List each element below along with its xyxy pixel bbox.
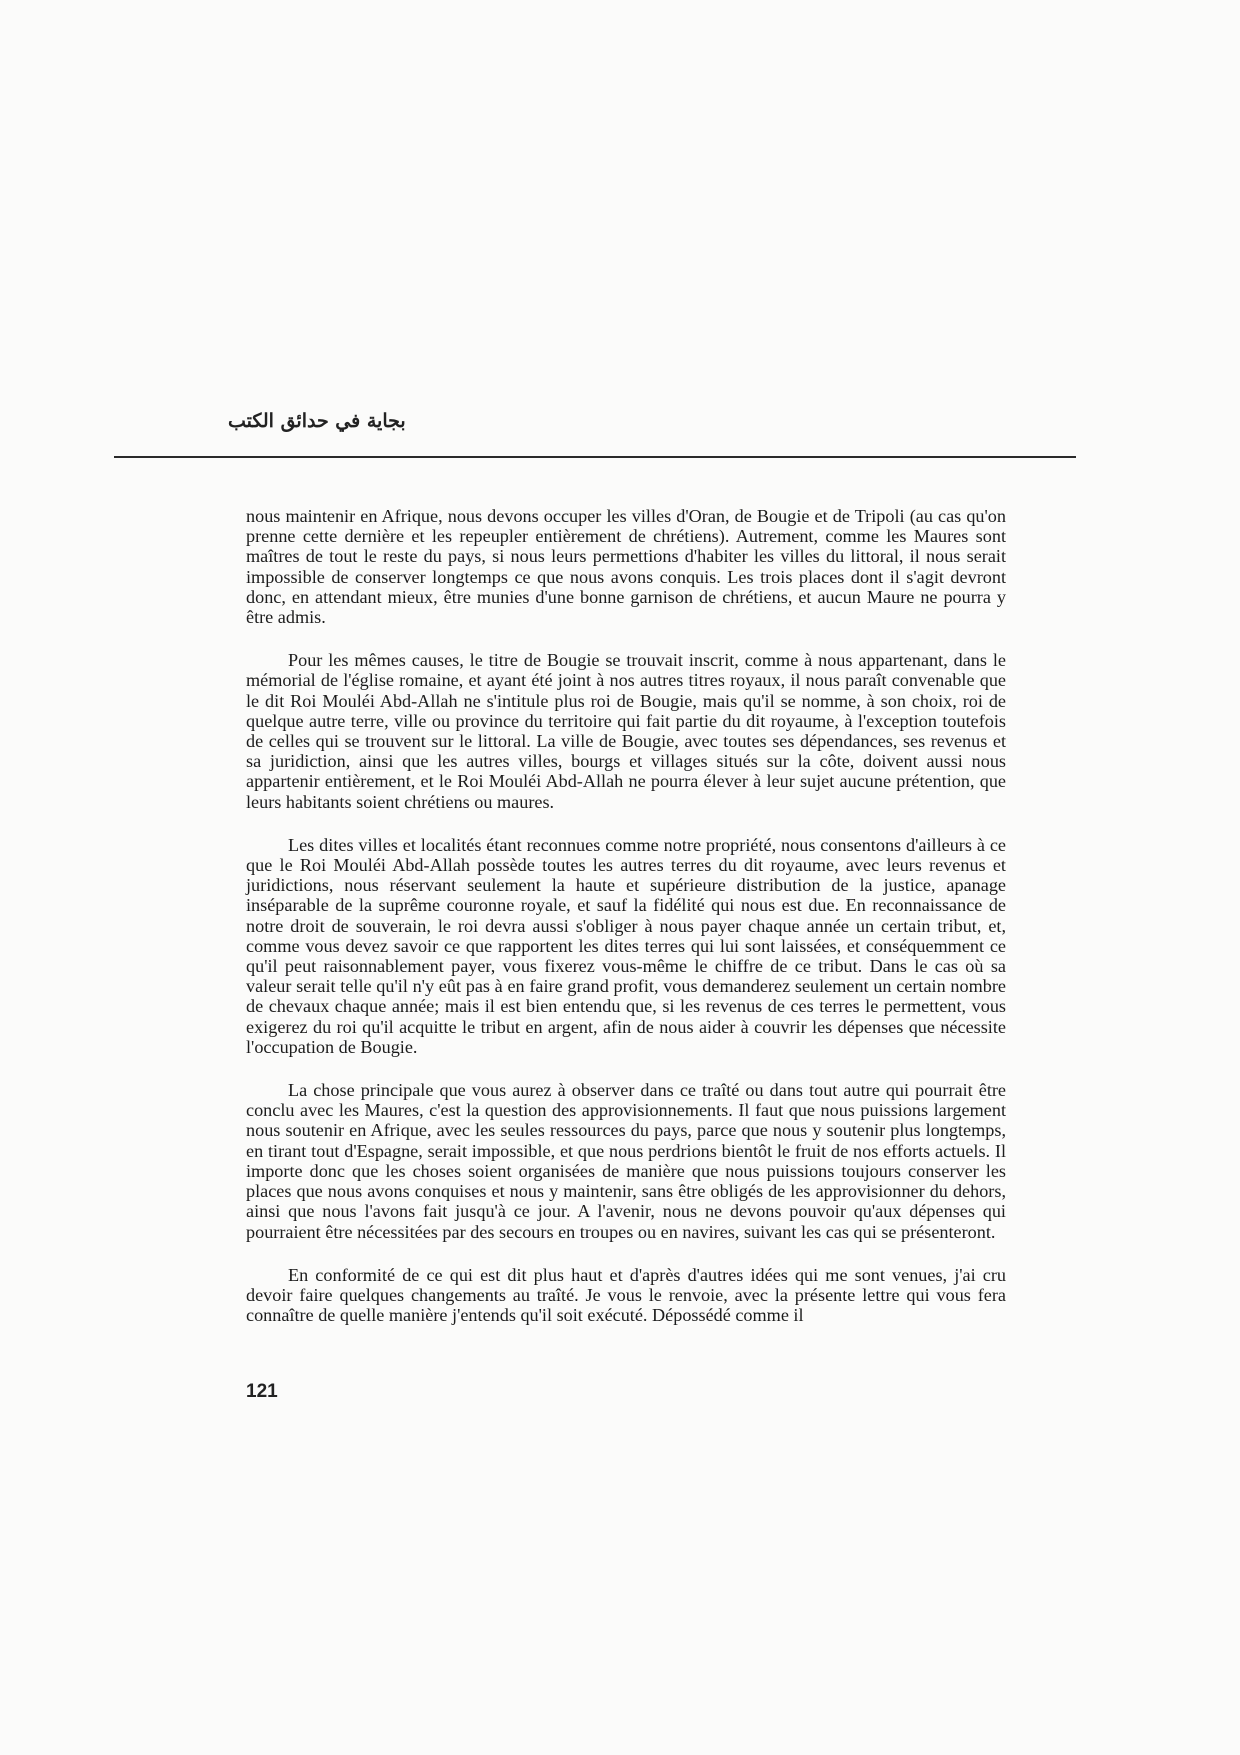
header-rule bbox=[114, 456, 1076, 458]
paragraph: Pour les mêmes causes, le titre de Bougie se trouvait inscrit, comme à nous appartenant, dans le mémorial de l'église romaine, et ayant été joint à nos autres titres royaux, il nous paraît convenable que le dit Roi Mouléi Abd-Allah ne s'intitule plus roi de Bougie, mais qu'il se nomme, à son choix, roi de quelque autre terre, ville ou province du territoire qui fait partie du dit royaume, à l'exception toutefois de celles qui se trouvent sur le littoral. La ville de Bougie, avec toutes ses dépendances, ses revenus et sa juridiction, ainsi que les autres villes, bourgs et villages situés sur la côte, doivent aussi nous appartenir entièrement, et le Roi Mouléi Abd-Allah ne pourra élever à leur sujet aucune prétention, que leurs habitants soient chrétiens ou maures. bbox=[246, 650, 1006, 812]
paragraph: Les dites villes et localités étant reconnues comme notre propriété, nous consentons d'ailleurs à ce que le Roi Mouléi Abd-Allah possède toutes les autres terres du dit royaume, avec leurs revenus et juridictions, nous réservant seulement la haute et supérieure distribution de la justice, apanage inséparable de la suprême couronne royale, et sauf la fidélité qui nous est due. En reconnaissance de notre droit de souverain, le roi devra aussi s'obliger à nous payer chaque année un certain tribut, et, comme vous devez savoir ce que rapportent les dites terres qui lui sont laissées, et conséquemment ce qu'il peut raisonnablement payer, vous fixerez vous-même le chiffre de ce tribut. Dans le cas où sa valeur serait telle qu'il n'y eût pas à en faire grand profit, vous demanderez seulement un certain nombre de chevaux chaque année; mais il est bien entendu que, si les revenus de ces terres le permettent, vous exigerez du roi qu'il acquitte le tribut en argent, afin de nous aider à couvrir les dépenses que nécessite l'occupation de Bougie. bbox=[246, 834, 1006, 1057]
paragraph: La chose principale que vous aurez à observer dans ce traîté ou dans tout autre qui pourrait être conclu avec les Maures, c'est la question des approvisionnements. Il faut que nous puissions largement nous soutenir en Afrique, avec les seules ressources du pays, parce que nous y soutenir plus longtemps, en tirant tout d'Espagne, serait impossible, et que nous perdrions bientôt le fruit de nos efforts actuels. Il importe donc que les choses soient organisées de manière que nous puissions toujours conserver les places que nous avons conquises et nous y maintenir, sans être obligés de les approvisionner du dehors, ainsi que nous l'avons fait jusqu'à ce jour. A l'avenir, nous ne devons pouvoir qu'aux dépenses qui pourraient être nécessitées par des secours en troupes ou en navires, suivant les cas qui se présenteront. bbox=[246, 1080, 1006, 1242]
paragraph: nous maintenir en Afrique, nous devons occuper les villes d'Oran, de Bougie et de Tripoli (au cas qu'on prenne cette dernière et les repeupler entièrement de chrétiens). Autrement, comme les Maures sont maîtres de tout le reste du pays, si nous leurs permettions d'habiter les villes du littoral, il nous serait impossible de conserver longtemps ce que nous avons conquis. Les trois places dont il s'agit devront donc, en attendant mieux, être munies d'une bonne garnison de chrétiens, et aucun Maure ne pourra y être admis. bbox=[246, 506, 1006, 628]
paragraph: En conformité de ce qui est dit plus haut et d'après d'autres idées qui me sont venues, j'ai cru devoir faire quelques changements au traîté. Je vous le renvoie, avec la présente lettre qui vous fera connaître de quelle manière j'entends qu'il soit exécuté. Dépossédé comme il bbox=[246, 1264, 1006, 1326]
page-number: 121 bbox=[246, 1381, 278, 1402]
running-header: بجاية في حدائق الكتب bbox=[228, 410, 406, 432]
body-text bbox=[246, 506, 1006, 1348]
